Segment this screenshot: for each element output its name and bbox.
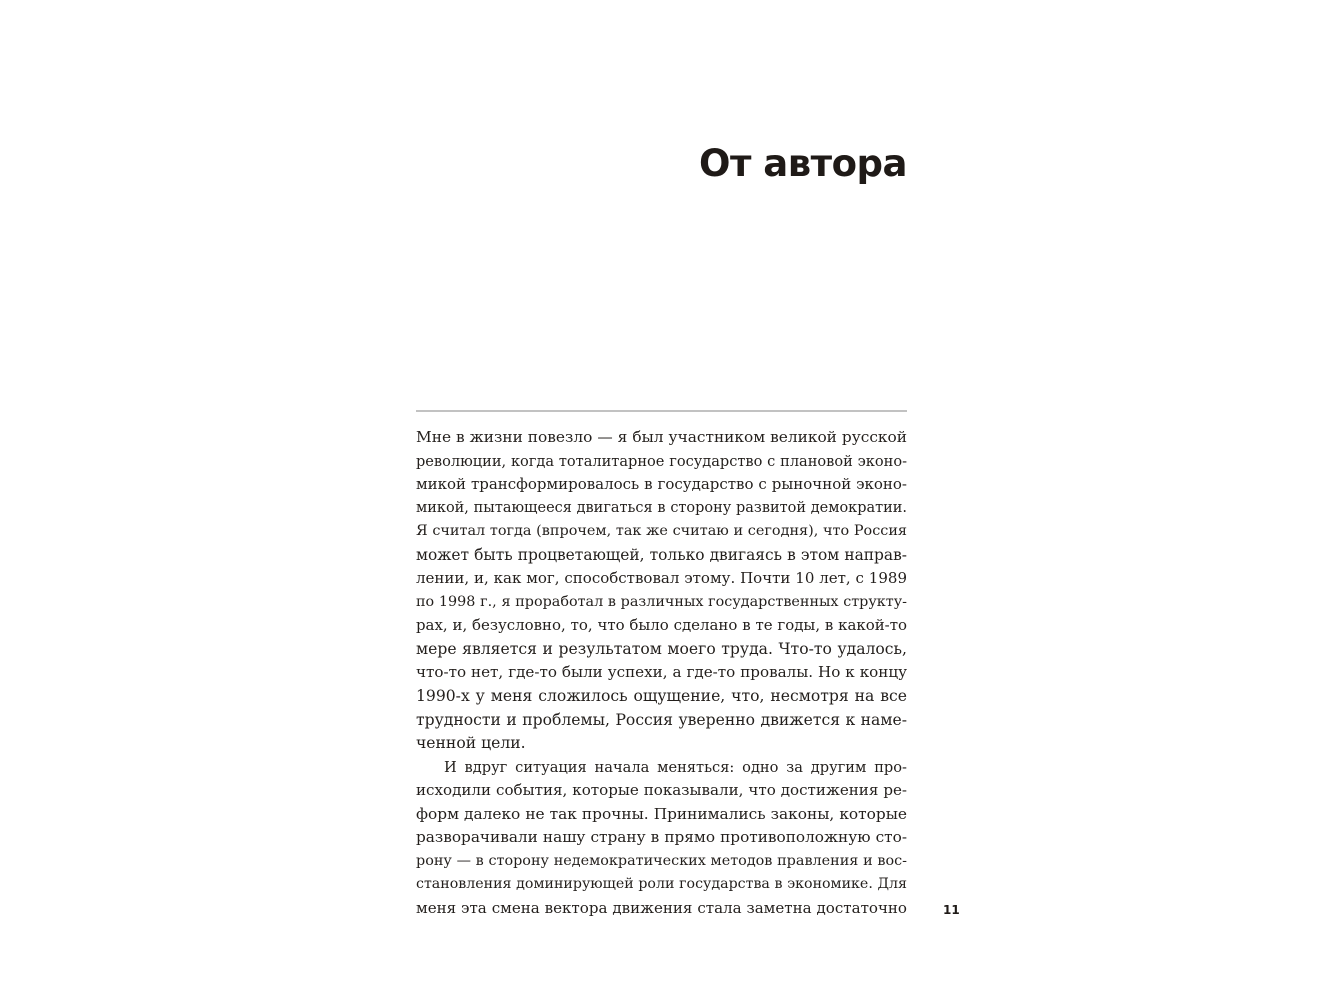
text-line: может быть процветающей, только двигаясь в этом направ-	[416, 545, 907, 564]
body-text	[416, 426, 907, 920]
section-divider	[416, 410, 907, 412]
text-line: форм далеко не так прочны. Принимались законы, которые	[416, 804, 907, 823]
text-line: мере является и результатом моего труда. Что-то удалось,	[416, 639, 907, 658]
text-line: Я считал тогда (впрочем, так же считаю и сегодня), что Россия	[416, 523, 907, 540]
page-title: От автора	[699, 142, 907, 185]
text-line: становления доминирующей роли государства в экономике. Для	[416, 876, 907, 893]
text-line: лении, и, как мог, способствовал этому. Почти 10 лет, с 1989	[416, 569, 907, 588]
text-line: рону — в сторону недемократических методов правления и вос-	[416, 852, 907, 869]
text-line: трудности и проблемы, Россия уверенно движется к наме-	[416, 710, 907, 729]
text-line: Мне в жизни повезло — я был участником великой русской	[416, 428, 907, 446]
text-line: исходили события, которые показывали, что достижения ре-	[416, 781, 907, 800]
text-line: микой трансформировалось в государство с рыночной эконо-	[416, 475, 907, 494]
page-number: 11	[943, 903, 960, 917]
text-line: революции, когда тоталитарное государство с плановой эконо-	[416, 452, 907, 470]
text-line: ченной цели.	[416, 734, 526, 753]
text-line: И вдруг ситуация начала меняться: одно за другим про-	[444, 758, 907, 776]
text-line: 1990-х у меня сложилось ощущение, что, несмотря на все	[416, 687, 907, 706]
text-line: рах, и, безусловно, то, что было сделано в те годы, в какой-то	[416, 616, 907, 635]
text-line: по 1998 г., я проработал в различных государственных структу-	[416, 593, 907, 610]
text-line: разворачивали нашу страну в прямо противоположную сто-	[416, 828, 907, 847]
text-line: меня эта смена вектора движения стала заметна достаточно	[416, 898, 907, 917]
text-line: что-то нет, где-то были успехи, а где-то провалы. Но к концу	[416, 663, 907, 682]
text-line: микой, пытающееся двигаться в сторону развитой демократии.	[416, 499, 907, 516]
